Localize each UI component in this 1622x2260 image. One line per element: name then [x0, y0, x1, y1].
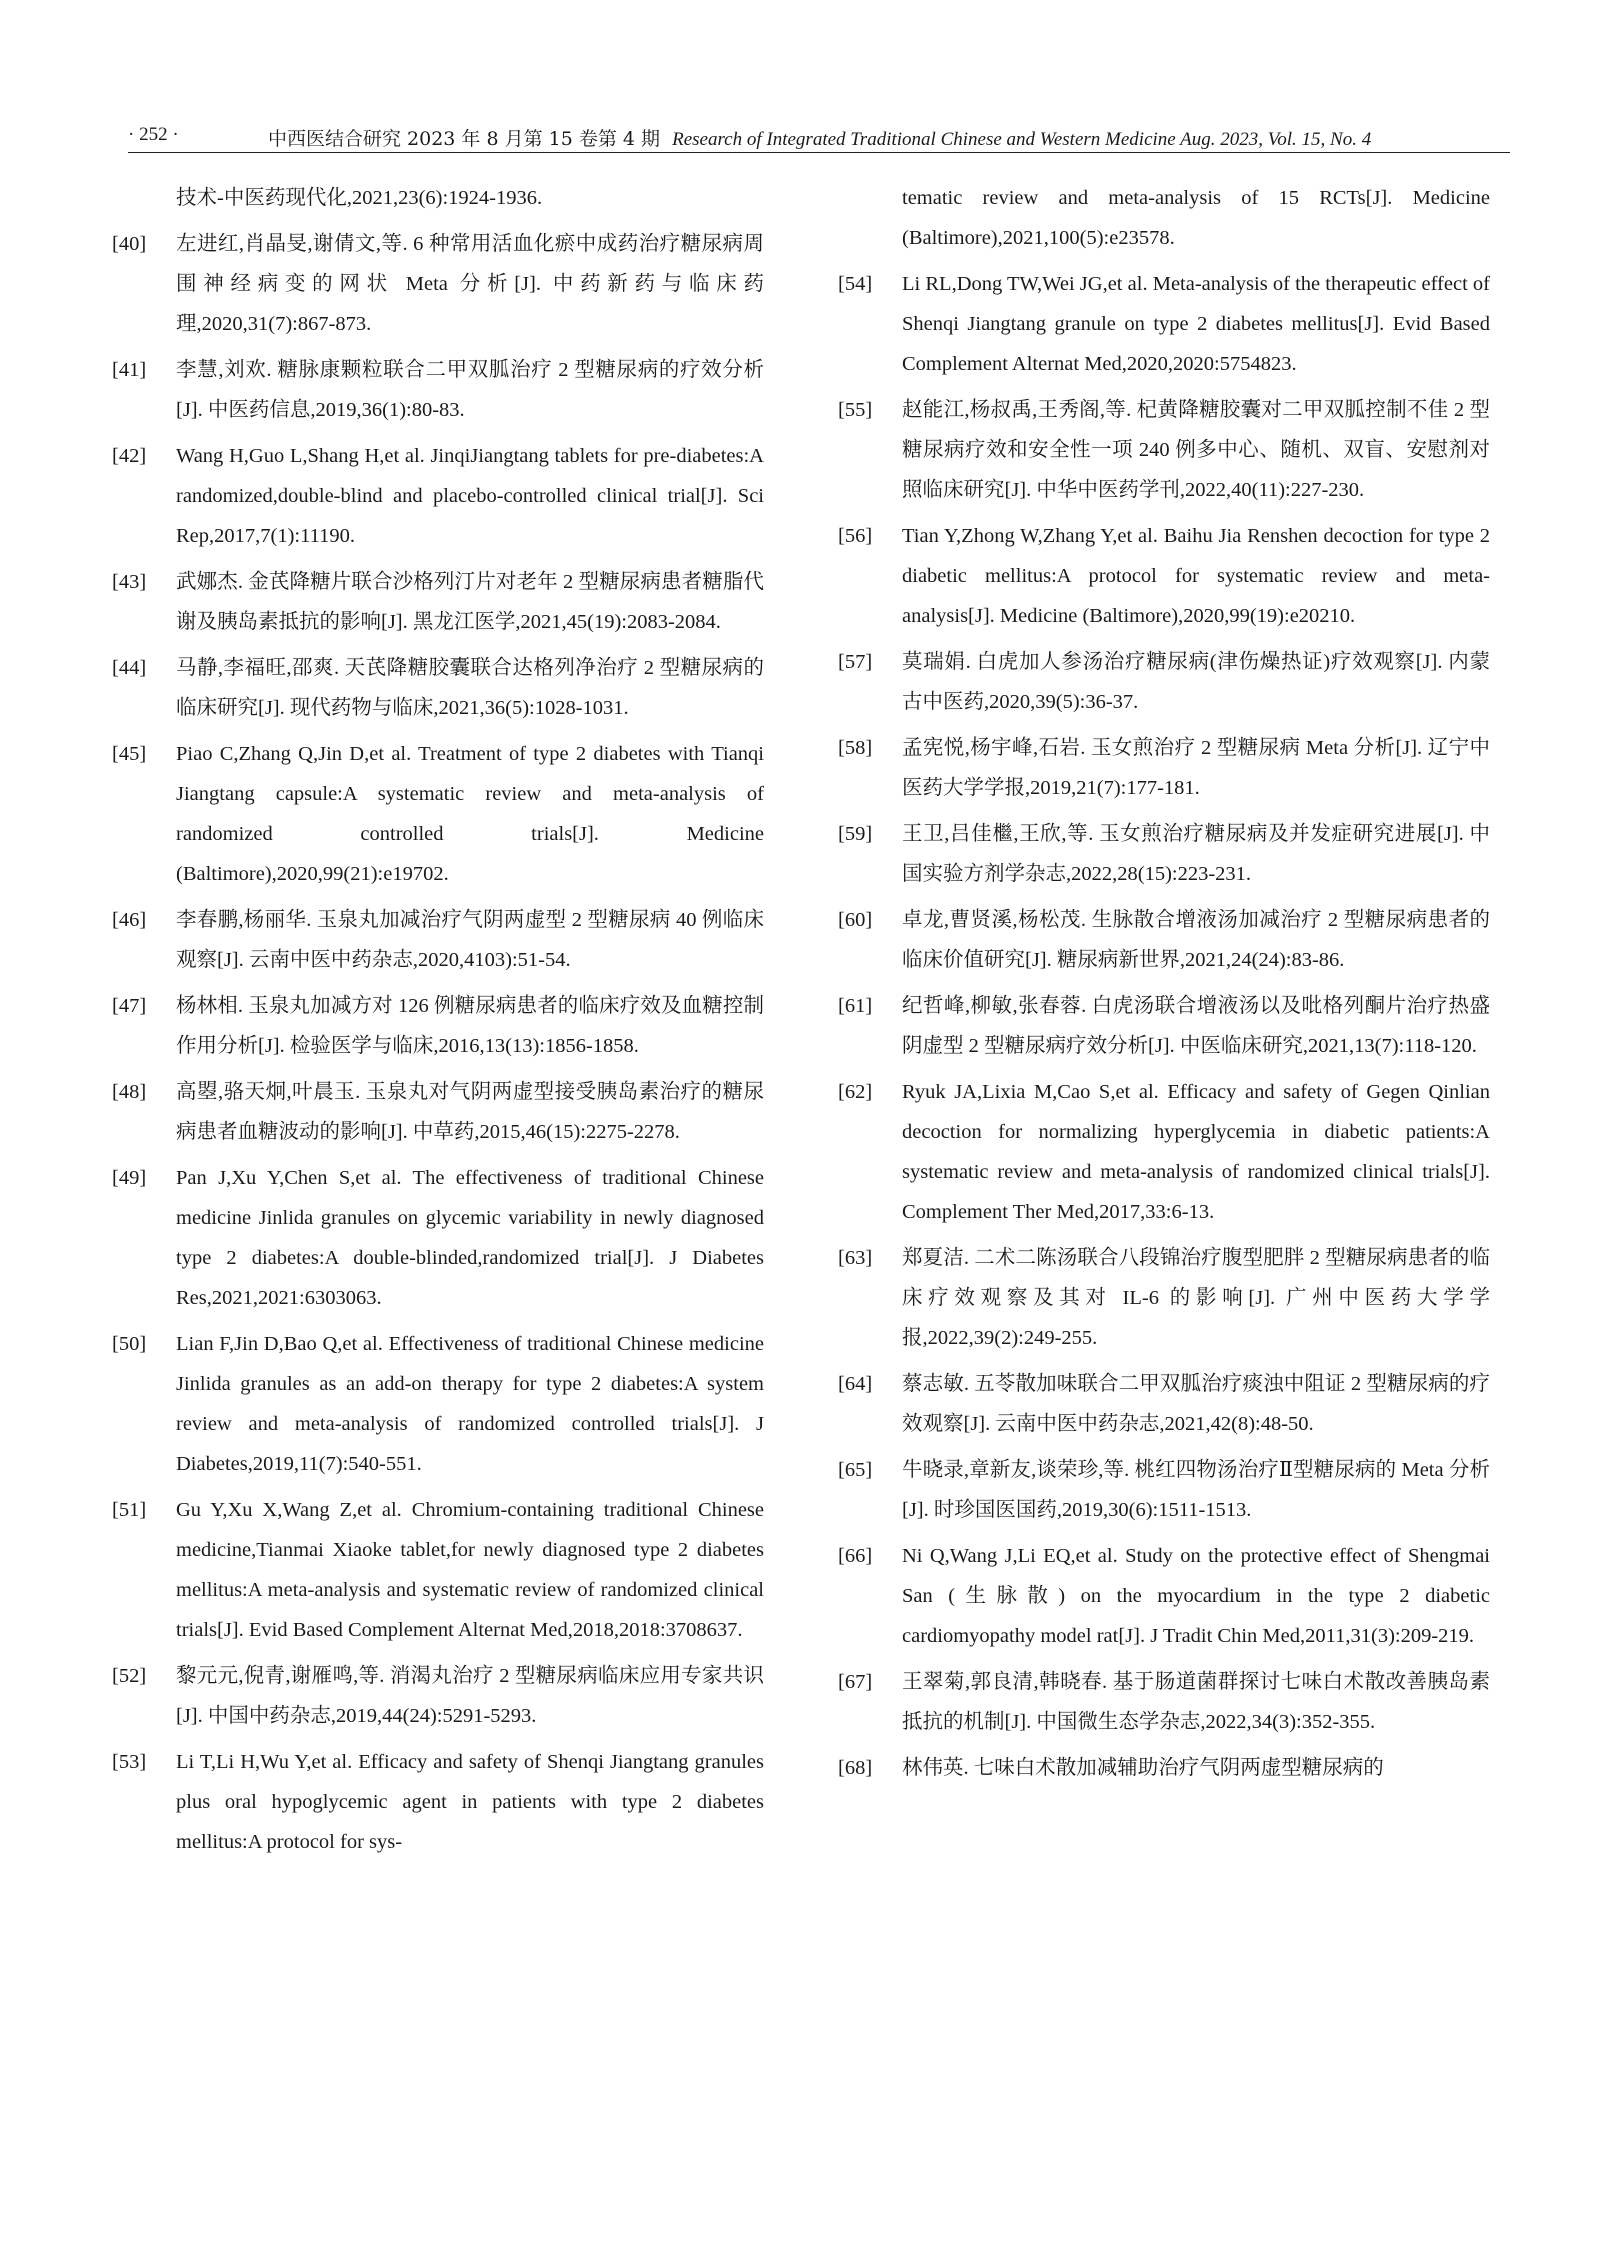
reference-number: [63] [838, 1247, 873, 1269]
reference-text: 李春鹏,杨丽华. 玉泉丸加减治疗气阴两虚型 2 型糖尿病 40 例临床观察[J]. 云南中医中药杂志,2020,4103):51-54. [176, 909, 764, 971]
reference-text: Gu Y,Xu X,Wang Z,et al. Chromium-containing traditional Chinese medicine,Tianmai Xiaoke tablet,for newly diagnosed type 2 diabetes mellitus:A meta-analysis and systematic review of randomized clinical trials[J]. Evid Based Complement Alternat Med,2018,2018:3708637. [176, 1499, 764, 1641]
reference-item [838, 516, 1490, 636]
reference-text: Ryuk JA,Lixia M,Cao S,et al. Efficacy and safety of Gegen Qinlian decoction for normalizing hyperglycemia in diabetic patients:A systematic review and meta-analysis of randomized clinical trials[J]. Complement Ther Med,2017,33:6-13. [902, 1081, 1490, 1223]
reference-list-right [838, 264, 1490, 1788]
reference-number: [67] [838, 1671, 873, 1693]
running-header [128, 120, 1508, 160]
reference-text: 赵能江,杨叔禹,王秀阁,等. 杞黄降糖胶囊对二甲双胍控制不佳 2 型糖尿病疗效和安全性一项 240 例多中心、随机、双盲、安慰剂对照临床研究[J]. 中华中医药学刊,2022,40(11):227-230. [902, 399, 1490, 501]
reference-number: [56] [838, 525, 873, 547]
reference-number: [54] [838, 273, 873, 295]
reference-number: [42] [112, 445, 147, 467]
reference-number: [49] [112, 1167, 147, 1189]
reference-item [112, 900, 764, 980]
reference-number: [40] [112, 233, 147, 255]
reference-number: [65] [838, 1459, 873, 1481]
reference-number: [43] [112, 571, 147, 593]
reference-item [838, 1238, 1490, 1358]
reference-text: Tian Y,Zhong W,Zhang Y,et al. Baihu Jia Renshen decoction for type 2 diabetic mellitus:A protocol for systematic review and meta-analysis[J]. Medicine (Baltimore),2020,99(19):e20210. [902, 525, 1490, 627]
reference-item [112, 1742, 764, 1862]
reference-number: [57] [838, 651, 873, 673]
reference-text: 牛晓录,章新友,谈荣珍,等. 桃红四物汤治疗Ⅱ型糖尿病的 Meta 分析[J]. 时珍国医国药,2019,30(6):1511-1513. [902, 1459, 1490, 1521]
reference-item [112, 648, 764, 728]
reference-text: 孟宪悦,杨宇峰,石岩. 玉女煎治疗 2 型糖尿病 Meta 分析[J]. 辽宁中医药大学学报,2019,21(7):177-181. [902, 737, 1490, 799]
reference-text: 高曌,骆天炯,叶晨玉. 玉泉丸对气阴两虚型接受胰岛素治疗的糖尿病患者血糖波动的影响[J]. 中草药,2015,46(15):2275-2278. [176, 1081, 764, 1143]
reference-list-left [112, 224, 764, 1862]
reference-number: [55] [838, 399, 873, 421]
reference-number: [58] [838, 737, 873, 759]
reference-text: 郑夏洁. 二术二陈汤联合八段锦治疗腹型肥胖 2 型糖尿病患者的临床疗效观察及其对 IL-6 的影响[J]. 广州中医药大学学报,2022,39(2):249-255. [902, 1247, 1490, 1349]
reference-item [838, 642, 1490, 722]
reference-number: [41] [112, 359, 147, 381]
reference-item [112, 734, 764, 894]
reference-item [838, 728, 1490, 808]
reference-number: [48] [112, 1081, 147, 1103]
reference-text: 武娜杰. 金芪降糖片联合沙格列汀片对老年 2 型糖尿病患者糖脂代谢及胰岛素抵抗的影响[J]. 黑龙江医学,2021,45(19):2083-2084. [176, 571, 764, 633]
reference-item [838, 986, 1490, 1066]
reference-text: 李慧,刘欢. 糖脉康颗粒联合二甲双胍治疗 2 型糖尿病的疗效分析[J]. 中医药信息,2019,36(1):80-83. [176, 359, 764, 421]
reference-number: [46] [112, 909, 147, 931]
reference-number: [51] [112, 1499, 147, 1521]
reference-text: Lian F,Jin D,Bao Q,et al. Effectiveness of traditional Chinese medicine Jinlida granules as an add-on therapy for type 2 diabetes:A system review and meta-analysis of randomized controlled trials[J]. J Diabetes,2019,11(7):540-551. [176, 1333, 764, 1475]
reference-number: [68] [838, 1757, 873, 1779]
reference-item [838, 264, 1490, 384]
reference-text: Piao C,Zhang Q,Jin D,et al. Treatment of type 2 diabetes with Tianqi Jiangtang capsule:A systematic review and meta-analysis of randomized controlled trials[J]. Medicine (Baltimore),2020,99(21):e19702. [176, 743, 764, 885]
reference-number: [60] [838, 909, 873, 931]
reference-number: [50] [112, 1333, 147, 1355]
reference-number: [44] [112, 657, 147, 679]
reference-text: 王卫,吕佳檵,王欣,等. 玉女煎治疗糖尿病及并发症研究进展[J]. 中国实验方剂学杂志,2022,28(15):223-231. [902, 823, 1490, 885]
reference-text: Wang H,Guo L,Shang H,et al. JinqiJiangtang tablets for pre-diabetes:A randomized,double-blind and placebo-controlled clinical trial[J]. Sci Rep,2017,7(1):11190. [176, 445, 764, 547]
reference-text: 纪哲峰,柳敏,张春蓉. 白虎汤联合增液汤以及吡格列酮片治疗热盛阴虚型 2 型糖尿病疗效分析[J]. 中医临床研究,2021,13(7):118-120. [902, 995, 1490, 1057]
reference-item [112, 1158, 764, 1318]
reference-text: 蔡志敏. 五苓散加味联合二甲双胍治疗痰浊中阻证 2 型糖尿病的疗效观察[J]. 云南中医中药杂志,2021,42(8):48-50. [902, 1373, 1490, 1435]
journal-title-en: Research of Integrated Traditional Chinese and Western Medicine Aug. 2023, Vol. 15, No. 4 [672, 129, 1372, 150]
reference-text: Ni Q,Wang J,Li EQ,et al. Study on the protective effect of Shengmai San (生脉散) on the myocardium in the type 2 diabetic cardiomyopathy model rat[J]. J Tradit Chin Med,2011,31(3):209-219. [902, 1545, 1490, 1647]
reference-text: Li T,Li H,Wu Y,et al. Efficacy and safety of Shenqi Jiangtang granules plus oral hypoglycemic agent in patients with type 2 diabetes mellitus:A protocol for sys- [176, 1751, 764, 1853]
reference-text: 杨林相. 玉泉丸加减方对 126 例糖尿病患者的临床疗效及血糖控制作用分析[J]. 检验医学与临床,2016,13(13):1856-1858. [176, 995, 764, 1057]
reference-item [112, 436, 764, 556]
reference-item [838, 1536, 1490, 1656]
reference-number: [53] [112, 1751, 147, 1773]
reference-item [838, 1364, 1490, 1444]
reference-continuation: tematic review and meta-analysis of 15 RCTs[J]. Medicine (Baltimore),2021,100(5):e23578. [902, 187, 1490, 249]
reference-item [112, 1072, 764, 1152]
reference-item [838, 1450, 1490, 1530]
reference-item [112, 1656, 764, 1736]
reference-text: Pan J,Xu Y,Chen S,et al. The effectiveness of traditional Chinese medicine Jinlida granules on glycemic variability in newly diagnosed type 2 diabetes:A double-blinded,randomized trial[J]. J Diabetes Res,2021,2021:6303063. [176, 1167, 764, 1309]
header-rule [128, 152, 1510, 153]
left-column [112, 178, 764, 1868]
reference-item [838, 390, 1490, 510]
reference-item [838, 1072, 1490, 1232]
reference-text: 左进红,肖晶旻,谢倩文,等. 6 种常用活血化瘀中成药治疗糖尿病周围神经病变的网状 Meta 分析[J]. 中药新药与临床药理,2020,31(7):867-873. [176, 233, 764, 335]
reference-number: [62] [838, 1081, 873, 1103]
reference-text: 林伟英. 七味白术散加减辅助治疗气阴两虚型糖尿病的 [902, 1757, 1384, 1779]
reference-item [112, 350, 764, 430]
reference-number: [47] [112, 995, 147, 1017]
reference-number: [59] [838, 823, 873, 845]
reference-item [838, 814, 1490, 894]
reference-item [838, 1748, 1490, 1788]
right-column [838, 178, 1490, 1794]
reference-number: [52] [112, 1665, 147, 1687]
reference-item [112, 986, 764, 1066]
journal-title-cn: 中西医结合研究 2023 年 8 月第 15 卷第 4 期 [268, 128, 661, 150]
reference-text: 莫瑞娟. 白虎加人参汤治疗糖尿病(津伤燥热证)疗效观察[J]. 内蒙古中医药,2020,39(5):36-37. [902, 651, 1490, 713]
reference-number: [45] [112, 743, 147, 765]
reference-item [838, 900, 1490, 980]
reference-item [838, 1662, 1490, 1742]
reference-text: 黎元元,倪青,谢雁鸣,等. 消渴丸治疗 2 型糖尿病临床应用专家共识[J]. 中国中药杂志,2019,44(24):5291-5293. [176, 1665, 764, 1727]
reference-item [112, 1490, 764, 1650]
reference-text: 马静,李福旺,邵爽. 天芪降糖胶囊联合达格列净治疗 2 型糖尿病的临床研究[J]. 现代药物与临床,2021,36(5):1028-1031. [176, 657, 764, 719]
reference-item [112, 562, 764, 642]
reference-text: Li RL,Dong TW,Wei JG,et al. Meta-analysis of the therapeutic effect of Shenqi Jiangtang granule on type 2 diabetes mellitus[J]. Evid Based Complement Alternat Med,2020,2020:5754823. [902, 273, 1490, 375]
reference-item [112, 1324, 764, 1484]
reference-number: [66] [838, 1545, 873, 1567]
reference-text: 卓龙,曹贤溪,杨松茂. 生脉散合增液汤加减治疗 2 型糖尿病患者的临床价值研究[J]. 糖尿病新世界,2021,24(24):83-86. [902, 909, 1490, 971]
reference-number: [61] [838, 995, 873, 1017]
page-number: · 252 · [128, 124, 179, 145]
reference-item [112, 224, 764, 344]
journal-title [268, 124, 1371, 151]
reference-text: 王翠菊,郭良清,韩晓春. 基于肠道菌群探讨七味白术散改善胰岛素抵抗的机制[J]. 中国微生态学杂志,2022,34(3):352-355. [902, 1671, 1490, 1733]
reference-number: [64] [838, 1373, 873, 1395]
reference-continuation: 技术-中医药现代化,2021,23(6):1924-1936. [176, 187, 543, 209]
